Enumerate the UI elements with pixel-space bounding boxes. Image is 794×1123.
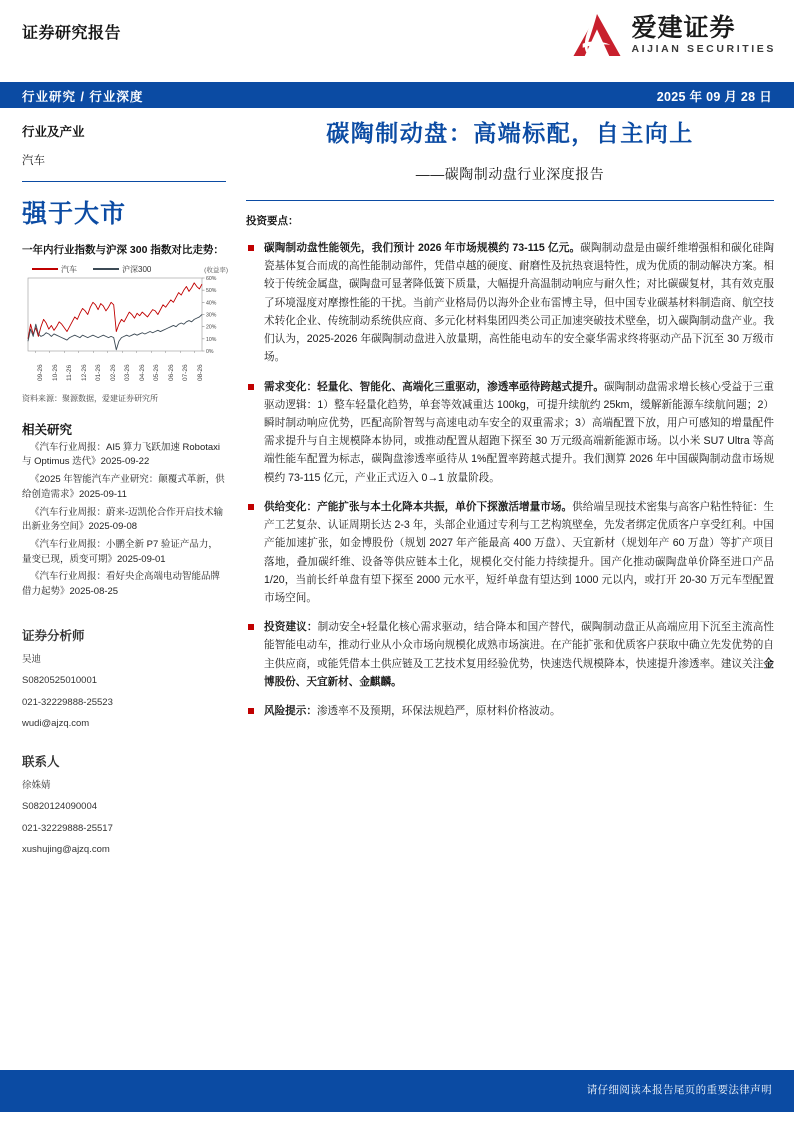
point-heading: 投资建议：: [264, 621, 318, 634]
legend-item-auto: [32, 264, 77, 275]
company-logo: [571, 12, 776, 58]
chart-legend: [22, 264, 230, 275]
point-body: 碳陶制动盘是由碳纤维增强相和碳化硅陶瓷基体复合而成的高性能制动部件，凭借卓越的硬度、耐磨性及抗热衰退特性，成为优质的制动解决方案。相较于传统金属盘，碳陶盘可显著降低簧下质量，大幅提升高温制动响应与耐久性；对比碳碳复材，其有效克服了环境湿度对摩擦性能的干扰。当前产业格局仍以海外企业布雷博主导，但中国专业碳基材料制造商、航空技术转化企业、传统制动系统供应商、多元化材料集团四类公司正加速突破技术壁垒，切入碳陶制动盘产业。我们认为，2025-2026 年碳陶制动盘进入放量期，高性能电动车的安全豪华需求终将驱动产品下沉至 30 万级市场。: [264, 242, 774, 364]
x-axis-tick-label: 04-26: [138, 364, 146, 381]
legend-swatch-csi300: [93, 268, 119, 270]
point-heading: 碳陶制动盘性能领先，我们预计 2026 年市场规模约 73-115 亿元。: [264, 242, 581, 254]
sidebar-divider: [22, 181, 226, 182]
main-content: [246, 112, 774, 720]
masthead: [0, 0, 794, 78]
chart-source: 资料来源：聚源数据，爱建证券研究所: [22, 393, 158, 403]
chart-ylabel: (收益率): [204, 266, 228, 274]
x-axis-tick-label: 05-26: [153, 364, 161, 381]
rating-badge: 强于大市: [22, 200, 127, 228]
bullet-square-icon: [248, 624, 254, 630]
svg-text:60%: 60%: [206, 275, 217, 282]
sidebar: [0, 112, 236, 855]
svg-text:10%: 10%: [206, 336, 217, 343]
page-subtitle: ——碳陶制动盘行业深度报告: [415, 166, 605, 182]
bullet-square-icon: [248, 504, 254, 510]
aijian-a-logo-icon: [571, 12, 623, 58]
x-axis-tick-label: 03-26: [124, 364, 132, 381]
related-research-title: 相关研究: [22, 422, 73, 437]
point-body: 供给端呈现技术密集与高客户粘性特征：生产工艺复杂、认证周期长达 2-3 年，头部企业通过专利与工艺构筑壁垒，先发者绑定优质客户享受红利。中国产能加速扩张，如金博股份（规划 2027 年产能最高 400 万盘）、天宜新材（规划年产 60 万盘）等扩产项目落地，叠加碳纤维、设备等供应链本土化，规模化交付能力持续提升。国产化推动碳陶盘单价降至进口产品 1/20，当前长纤单盘有望下探至 2000 元水平，短纤单盘有望达到 1000 元以内，或打开 20-30 万元车型配置市场空间。: [264, 500, 775, 604]
svg-text:20%: 20%: [206, 324, 217, 331]
investment-points-list: [246, 239, 774, 720]
logo-company-cn: 爱建证券: [631, 13, 736, 42]
related-research-list: [22, 441, 226, 600]
x-axis-tick-label: 09-26: [37, 364, 45, 381]
investment-point: [246, 498, 774, 607]
x-axis-tick-label: 02-26: [109, 364, 117, 381]
legend-label-csi300: 沪深300: [122, 264, 152, 274]
related-research-item[interactable]: 《汽车行业周报：AI5 算力飞跃加速 Robotaxi 与 Optimus 迭代》2025-09-22: [22, 441, 221, 468]
legend-label-auto: 汽车: [61, 264, 77, 274]
investment-point: [246, 702, 774, 720]
point-highlighted-tickers: 金博股份、天宜新材、金麒麟。: [264, 657, 774, 688]
svg-text:30%: 30%: [206, 312, 217, 319]
industry-label: 行业及产业: [22, 125, 85, 139]
industry-name: 汽车: [22, 155, 45, 167]
x-axis-tick-label: 07-26: [182, 364, 190, 381]
footer-bar: [0, 1070, 794, 1112]
band-date: 2025 年 09 月 28 日: [656, 90, 772, 104]
analyst-email[interactable]: wudi@ajzq.com: [22, 718, 90, 730]
contact-email[interactable]: xushujing@ajzq.com: [22, 843, 110, 855]
contact-phone[interactable]: 021-32229888-25517: [22, 822, 113, 834]
contact-section-title: 联系人: [22, 754, 60, 769]
svg-text:40%: 40%: [206, 300, 217, 307]
investment-point: [246, 618, 774, 691]
x-axis-tick-label: 06-26: [167, 364, 175, 381]
contact-license: S0820124090004: [22, 801, 98, 813]
footer-note: 请仔细阅读本报告尾页的重要法律声明: [586, 1084, 772, 1096]
bullet-square-icon: [248, 384, 254, 390]
logo-company-en: AIJIAN SECURITIES: [631, 43, 776, 56]
related-research-item[interactable]: 《汽车行业周报：蔚来-迈凯伦合作开启技术输出新业务空间》2025-09-08: [22, 506, 224, 533]
x-axis-tick-label: 08-26: [196, 364, 204, 381]
performance-chart: [22, 264, 230, 385]
category-band: [0, 82, 794, 108]
related-research-item[interactable]: 《汽车行业周报：小鹏全新 P7 验证产品力，量变已现，质变可期》2025-09-01: [22, 539, 218, 565]
point-body: 渗透率不及预期，环保法规趋严，原材料价格波动。: [316, 705, 561, 718]
band-category: 行业研究 / 行业深度: [22, 90, 144, 104]
investment-point: [246, 239, 774, 367]
svg-text:50%: 50%: [206, 287, 217, 294]
chart-x-axis: [28, 355, 204, 385]
point-heading: 风险提示：: [264, 705, 317, 718]
x-axis-tick-label: 12-26: [80, 364, 88, 381]
masthead-title: 证券研究报告: [22, 25, 122, 42]
point-body: 制动安全+轻量化核心需求驱动，结合降本和国产替代，碳陶制动盘正从高端应用下沉至主流高性能智能电动车，推动行业从小众市场向规模化成熟市场演进。在产能扩张和优质客户获取中确立先发优势的自主供应商，或能凭借本土供应链及工艺技术复用经验优势，快速迭代规模降本，快速提升渗透率。建议关注: [264, 621, 775, 670]
svg-text:0%: 0%: [206, 348, 214, 355]
x-axis-tick-label: 01-26: [95, 364, 103, 381]
x-axis-tick-label: 11-26: [66, 364, 74, 381]
investment-point: [246, 378, 774, 487]
analyst-license: S0820525010001: [22, 675, 98, 687]
legend-item-csi300: [93, 264, 151, 275]
chart-plot: [22, 275, 230, 355]
investment-points-label: 投资要点：: [246, 215, 299, 227]
related-research-item[interactable]: 《2025 年智能汽车产业研究：颠覆式革新，供给创造需求》2025-09-11: [22, 474, 225, 500]
legend-swatch-auto: [32, 268, 58, 270]
bullet-square-icon: [248, 245, 254, 251]
contact-name: 徐姝婧: [22, 779, 51, 791]
page-title: 碳陶制动盘：高端标配，自主向上: [326, 120, 694, 146]
analyst-phone[interactable]: 021-32229888-25523: [22, 696, 113, 708]
point-heading: 供给变化：产能扩张与本土化降本共振，单价下探激活增量市场。: [264, 500, 573, 513]
bullet-square-icon: [248, 708, 254, 714]
chart-caption: 一年内行业指数与沪深 300 指数对比走势：: [22, 244, 224, 256]
point-heading: 需求变化：轻量化、智能化、高端化三重驱动，渗透率亟待跨越式提升。: [264, 380, 605, 393]
related-research-item[interactable]: 《汽车行业周报：看好央企高端电动智能品牌借力起势》2025-08-25: [22, 571, 221, 598]
x-axis-tick-label: 10-26: [51, 364, 59, 381]
analyst-name: 吴迪: [22, 653, 42, 665]
analyst-section-title: 证券分析师: [22, 628, 85, 643]
point-body: 碳陶制动盘需求增长核心受益于三重驱动逻辑：1）整车轻量化趋势，单套等效减重达 100kg，可提升续航约 25km，缓解新能源车续航问题；2）瞬时制动响应优势，匹配高阶智驾与高速电动车安全的双重需求；3）高端配置下放，用户可感知的增量配件需求提升与自主规模降本协同，或推动配置从超跑下探至 30 万元级高端新能源市场。以小米 SU7 Ultra 等高端性能车配置为标志，碳陶盘渗透率亟待从 1%配置率跨越式提升。我们测算 2026 年中国碳陶制动盘市场规模约 73-115 亿元，产业正式迈入 0→1 放量阶段。: [264, 380, 775, 484]
main-divider: [246, 200, 774, 201]
logo-text: [631, 15, 776, 55]
